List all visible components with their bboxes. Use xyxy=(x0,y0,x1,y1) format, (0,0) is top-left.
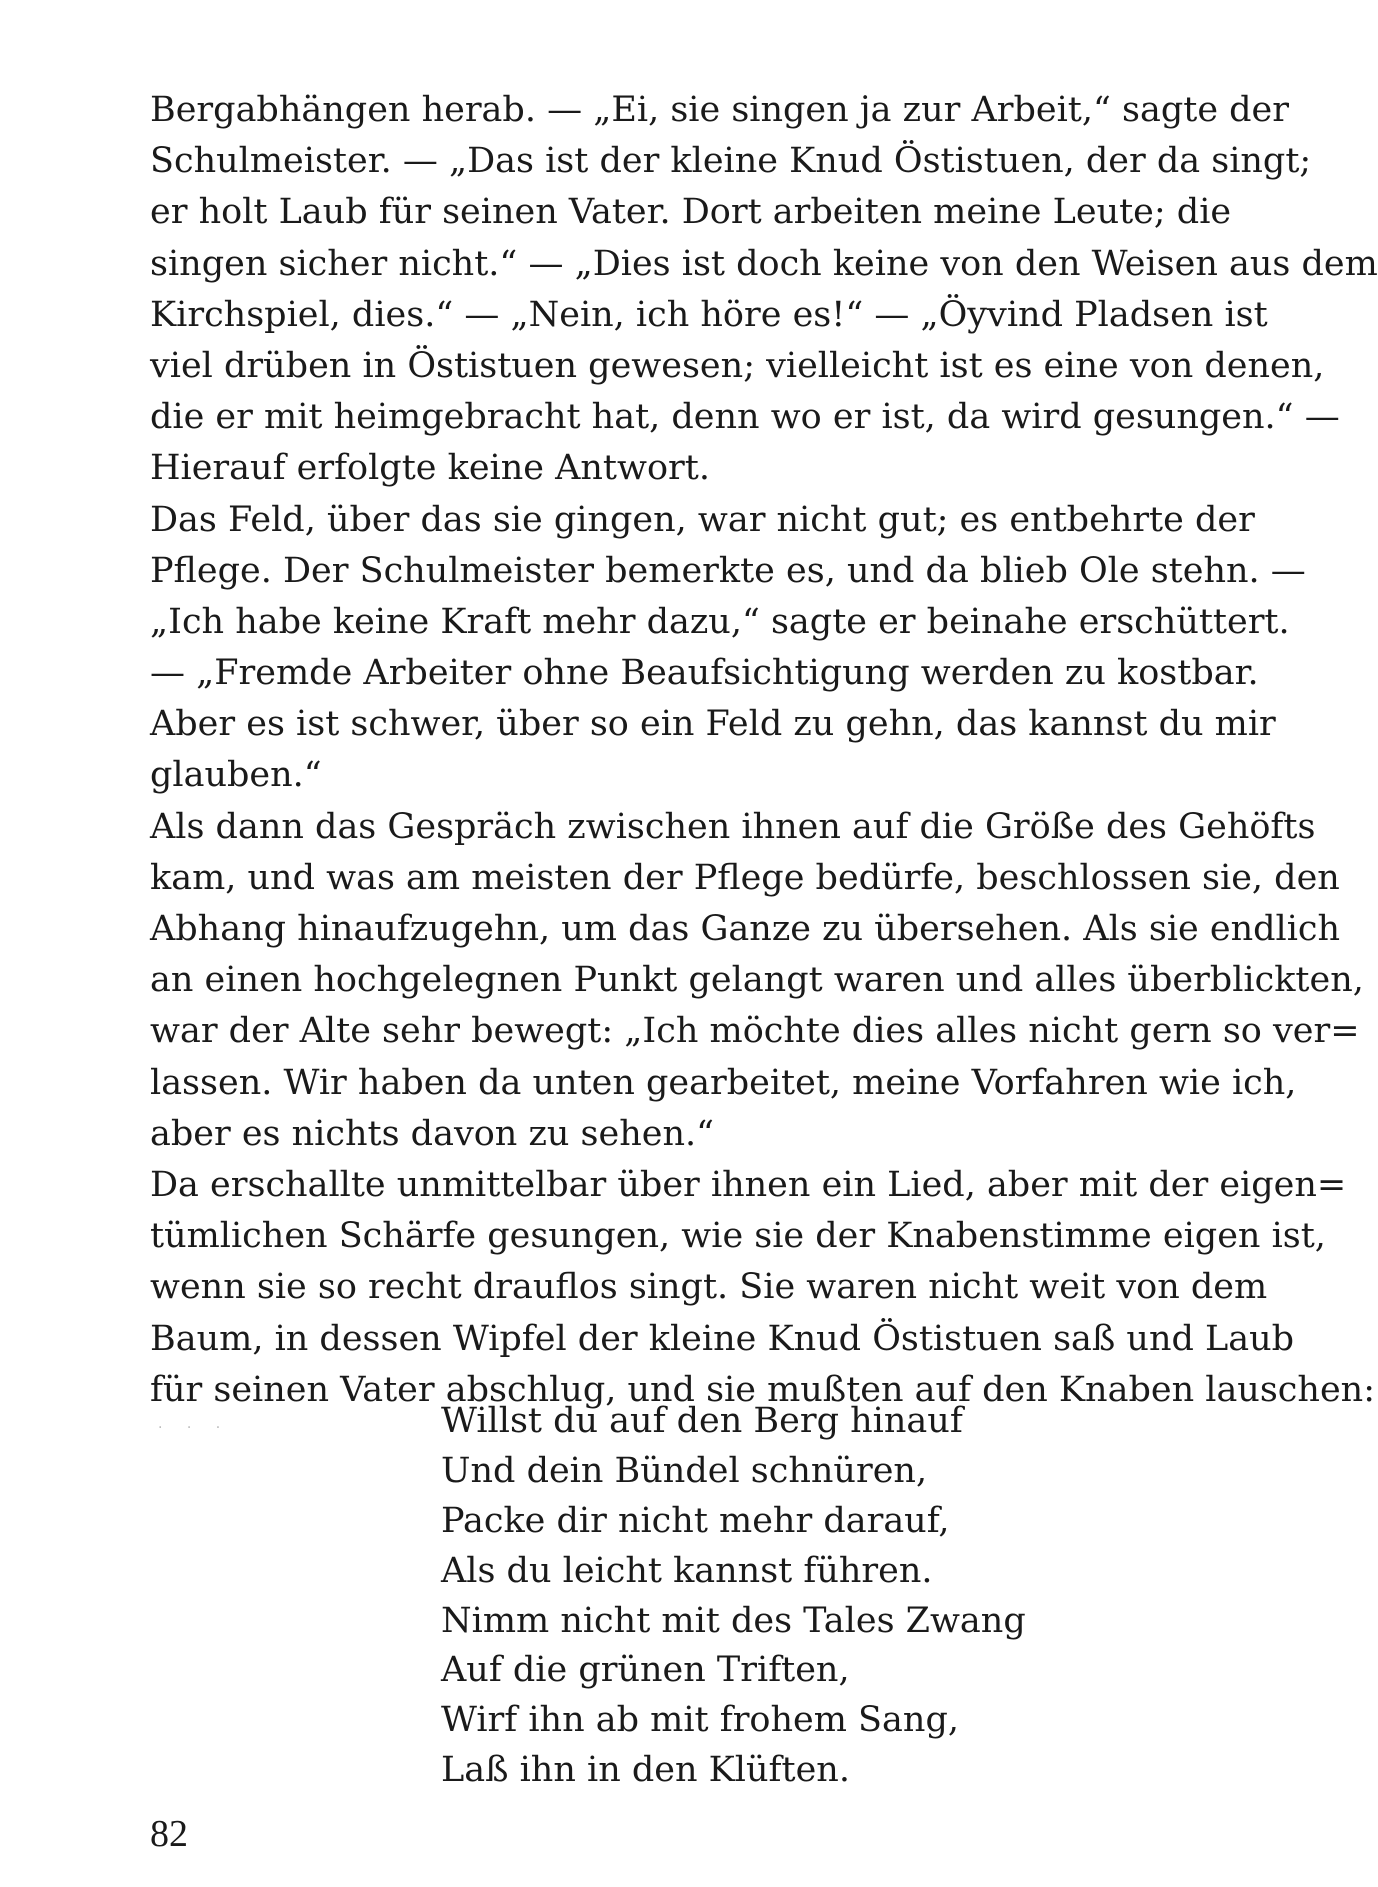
text-line: Das Feld, über das sie gingen, war nicht gut; es entbehrte der xyxy=(150,499,1255,540)
text-line: er holt Laub für seinen Vater. Dort arbeiten meine Leute; die xyxy=(150,192,1232,233)
text-line: war der Alte sehr bewegt: „Ich möchte dies alles nicht gern so ver= xyxy=(150,1011,1360,1052)
margin-specks: · · · xyxy=(158,1420,231,1436)
text-line: Baum, in dessen Wipfel der kleine Knud Östistuen saß und Laub xyxy=(150,1318,1295,1359)
prose-text xyxy=(150,85,1378,1416)
text-line: kam, und was am meisten der Pflege bedürfe, beschlossen sie, den xyxy=(150,857,1340,898)
poem-verse xyxy=(441,1397,1081,1796)
poem-line: Laß ihn in den Klüften. xyxy=(441,1750,850,1791)
text-line: die er mit heimgebracht hat, denn wo er ist, da wird gesungen.“ — xyxy=(150,397,1340,438)
text-line: Hierauf erfolgte keine Antwort. xyxy=(150,448,710,489)
text-line: — „Fremde Arbeiter ohne Beaufsichtigung werden zu kostbar. xyxy=(150,653,1259,694)
text-line: „Ich habe keine Kraft mehr dazu,“ sagte er beinahe erschüttert. xyxy=(150,601,1290,642)
text-line: singen sicher nicht.“ — „Dies ist doch keine von den Weisen aus dem xyxy=(150,243,1378,284)
poem-line: Und dein Bündel schnüren, xyxy=(441,1450,928,1491)
text-line: Schulmeister. — „Das ist der kleine Knud Östistuen, der da singt; xyxy=(150,141,1312,182)
poem-line: Packe dir nicht mehr darauf, xyxy=(441,1500,950,1541)
page-number: 82 xyxy=(150,1813,188,1855)
text-line: viel drüben in Östistuen gewesen; vielleicht ist es eine von denen, xyxy=(150,345,1325,386)
text-line: Bergabhängen herab. — „Ei, sie singen ja zur Arbeit,“ sagte der xyxy=(150,90,1290,130)
text-line: wenn sie so recht drauflos singt. Sie waren nicht weit von dem xyxy=(150,1267,1268,1308)
text-line: Pflege. Der Schulmeister bemerkte es, und da blieb Ole stehn. — xyxy=(150,550,1306,591)
poem-line: Als du leicht kannst führen. xyxy=(441,1550,933,1591)
poem-line: Wirf ihn ab mit frohem Sang, xyxy=(441,1700,959,1741)
text-line: Da erschallte unmittelbar über ihnen ein Lied, aber mit der eigen= xyxy=(150,1164,1347,1205)
text-line: Als dann das Gespräch zwischen ihnen auf die Größe des Gehöfts xyxy=(150,806,1316,847)
text-line: Aber es ist schwer, über so ein Feld zu gehn, das kannst du mir xyxy=(150,704,1276,745)
poem-line: Auf die grünen Triften, xyxy=(441,1650,850,1691)
text-line: aber es nichts davon zu sehen.“ xyxy=(150,1113,715,1154)
text-line: tümlichen Schärfe gesungen, wie sie der Knabenstimme eigen ist, xyxy=(150,1216,1326,1257)
poem-line: Nimm nicht mit des Tales Zwang xyxy=(441,1600,1026,1641)
text-line: für seinen Vater abschlug, und sie mußten auf den Knaben lauschen: xyxy=(150,1369,1375,1410)
text-line: lassen. Wir haben da unten gearbeitet, meine Vorfahren wie ich, xyxy=(150,1062,1297,1103)
text-line: Kirchspiel, dies.“ — „Nein, ich höre es!“ — „Öyvind Pladsen ist xyxy=(150,294,1268,335)
text-line: glauben.“ xyxy=(150,755,322,796)
poem-line: Willst du auf den Berg hinauf xyxy=(441,1401,963,1441)
text-line: an einen hochgelegnen Punkt gelangt waren und alles überblickten, xyxy=(150,960,1364,1001)
text-line: Abhang hinaufzugehn, um das Ganze zu übersehen. Als sie endlich xyxy=(150,909,1341,949)
